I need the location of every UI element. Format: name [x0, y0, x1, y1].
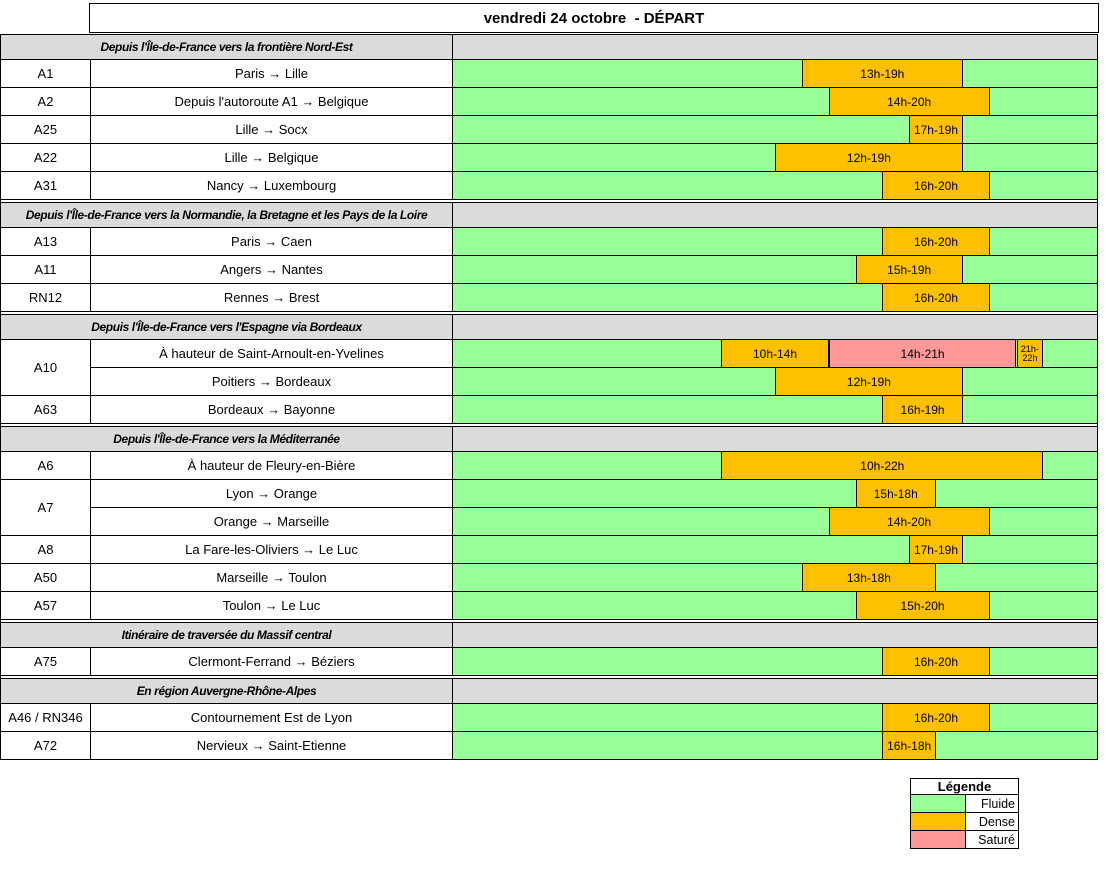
legend-label-dense: Dense [966, 813, 1018, 830]
traffic-segment: 16h-20h [882, 228, 989, 255]
timeline-cell [453, 452, 1097, 479]
road-code: A1 [1, 60, 90, 87]
timeline-cell [453, 116, 1097, 143]
route-label: Toulon → Le Luc [91, 592, 452, 619]
timeline-cell [453, 60, 1097, 87]
section-header: Depuis l'Île-de-France vers la Normandie, la Bretagne et les Pays de la Loire [1, 203, 452, 227]
traffic-segment: 10h-22h [721, 452, 1043, 479]
section-header-fill [453, 679, 1097, 703]
road-code: A10 [1, 340, 90, 395]
traffic-segment: 16h-18h [882, 732, 936, 759]
timeline-cell [453, 368, 1097, 395]
road-code: A75 [1, 648, 90, 675]
traffic-segment: 16h-20h [882, 172, 989, 199]
traffic-segment: 21h-22h [1017, 340, 1044, 367]
section-spacer [1, 676, 1097, 678]
section-header-fill [453, 427, 1097, 451]
timeline-cell [453, 732, 1097, 759]
road-code: A6 [1, 452, 90, 479]
timeline-cell [453, 536, 1097, 563]
route-label: Marseille → Toulon [91, 564, 452, 591]
road-code: A57 [1, 592, 90, 619]
traffic-segment: 14h-21h [829, 340, 1017, 367]
traffic-segment: 17h-19h [909, 116, 963, 143]
road-code: A13 [1, 228, 90, 255]
section-header: Itinéraire de traversée du Massif central [1, 623, 452, 647]
traffic-segment: 17h-19h [909, 536, 963, 563]
section-spacer [1, 424, 1097, 426]
road-code: A7 [1, 480, 90, 535]
legend-label-sature: Saturé [966, 831, 1018, 848]
traffic-segment: 15h-19h [856, 256, 963, 283]
timeline-cell [453, 592, 1097, 619]
route-label: Lille → Socx [91, 116, 452, 143]
section-spacer [1, 620, 1097, 622]
route-label: Paris → Caen [91, 228, 452, 255]
legend-swatch-sature [911, 831, 965, 848]
road-code: A63 [1, 396, 90, 423]
legend-swatch-fluide [911, 795, 965, 812]
road-code: A31 [1, 172, 90, 199]
legend [910, 778, 1019, 849]
section-header-fill [453, 315, 1097, 339]
section-header-fill [453, 203, 1097, 227]
section-header: Depuis l'Île-de-France vers la Méditerranée [1, 427, 452, 451]
timeline-cell [453, 648, 1097, 675]
route-label: La Fare-les-Oliviers → Le Luc [91, 536, 452, 563]
route-label: Paris → Lille [91, 60, 452, 87]
legend-label-fluide: Fluide [966, 795, 1018, 812]
timeline-cell [453, 340, 1097, 367]
timeline-cell [453, 256, 1097, 283]
route-label: Orange → Marseille [91, 508, 452, 535]
traffic-segment: 16h-20h [882, 704, 989, 731]
timeline-cell [453, 144, 1097, 171]
route-label: À hauteur de Saint-Arnoult-en-Yvelines [91, 340, 452, 367]
road-code: RN12 [1, 284, 90, 311]
traffic-segment: 15h-18h [856, 480, 937, 507]
route-label: Rennes → Brest [91, 284, 452, 311]
timeline-cell [453, 396, 1097, 423]
traffic-segment: 13h-19h [802, 60, 963, 87]
section-header: Depuis l'Île-de-France vers la frontière Nord-Est [1, 35, 452, 59]
traffic-segment: 12h-19h [775, 144, 963, 171]
section-header-fill [453, 623, 1097, 647]
road-code: A11 [1, 256, 90, 283]
road-code: A2 [1, 88, 90, 115]
route-label: Nancy → Luxembourg [91, 172, 452, 199]
road-code: A8 [1, 536, 90, 563]
section-header: En région Auvergne-Rhône-Alpes [1, 679, 452, 703]
route-label: Poitiers → Bordeaux [91, 368, 452, 395]
timeline-cell [453, 480, 1097, 507]
road-code: A25 [1, 116, 90, 143]
traffic-segment: 12h-19h [775, 368, 963, 395]
route-label: Angers → Nantes [91, 256, 452, 283]
traffic-segment: 16h-20h [882, 284, 989, 311]
route-label: Depuis l'autoroute A1 → Belgique [91, 88, 452, 115]
traffic-table [0, 34, 1098, 760]
route-label: Bordeaux → Bayonne [91, 396, 452, 423]
timeline-cell [453, 88, 1097, 115]
road-code: A72 [1, 732, 90, 759]
route-label: Contournement Est de Lyon [91, 704, 452, 731]
route-label: Clermont-Ferrand → Béziers [91, 648, 452, 675]
section-header-fill [453, 35, 1097, 59]
traffic-segment: 10h-14h [721, 340, 828, 367]
timeline-cell [453, 228, 1097, 255]
legend-title: Légende [911, 779, 1018, 794]
timeline-cell [453, 284, 1097, 311]
traffic-segment: 16h-20h [882, 648, 989, 675]
road-code: A22 [1, 144, 90, 171]
traffic-segment: 13h-18h [802, 564, 936, 591]
timeline-cell [453, 172, 1097, 199]
traffic-segment: 15h-20h [856, 592, 990, 619]
timeline-cell [453, 508, 1097, 535]
section-spacer [1, 200, 1097, 202]
route-label: Nervieux → Saint-Etienne [91, 732, 452, 759]
section-spacer [1, 312, 1097, 314]
road-code: A50 [1, 564, 90, 591]
road-code: A46 / RN346 [1, 704, 90, 731]
traffic-segment: 14h-20h [829, 508, 990, 535]
route-label: Lyon → Orange [91, 480, 452, 507]
page-title: vendredi 24 octobre - DÉPART [89, 3, 1099, 33]
timeline-cell [453, 704, 1097, 731]
route-label: Lille → Belgique [91, 144, 452, 171]
traffic-segment: 14h-20h [829, 88, 990, 115]
route-label: À hauteur de Fleury-en-Bière [91, 452, 452, 479]
timeline-cell [453, 564, 1097, 591]
section-header: Depuis l'Île-de-France vers l'Espagne via Bordeaux [1, 315, 452, 339]
traffic-segment: 16h-19h [882, 396, 963, 423]
legend-swatch-dense [911, 813, 965, 830]
